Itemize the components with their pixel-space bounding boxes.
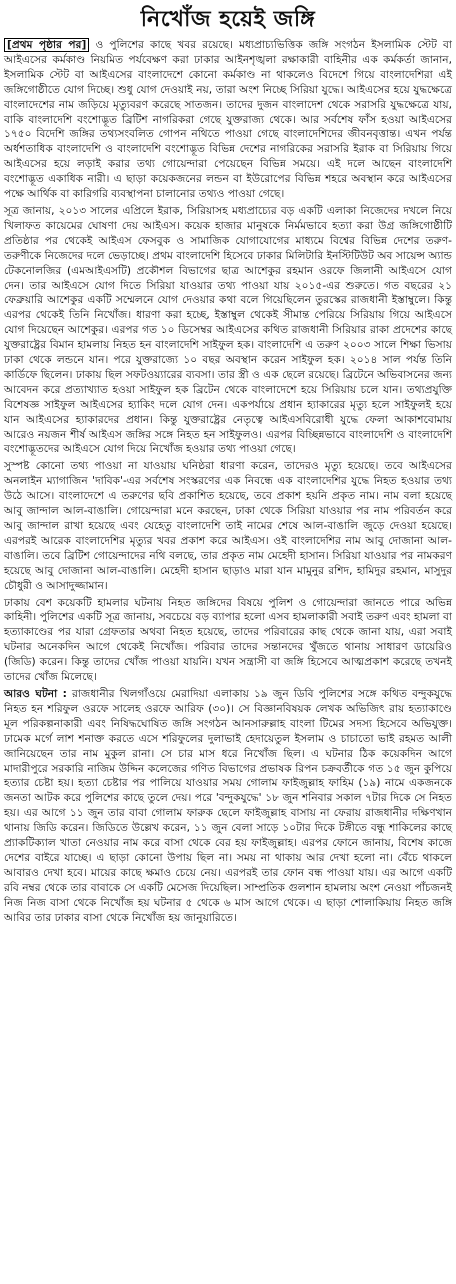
paragraph — [4, 204, 452, 457]
article-headline: নিখোঁজ হয়েই জঙ্গি — [140, 6, 316, 32]
news-article — [4, 0, 452, 925]
paragraph-text: ও পুলিশের কাছে খবর রয়েছে। মধ্যপ্রাচ্যভিত্তিক জঙ্গি সংগঠন ইসলামিক স্টেট বা আইএসের কর্মকাণ্ড নিয়মিত পর্যবেক্ষণ করা ঢাকার আইনশৃঙ্খলা রক্ষাকারী বাহিনীর এক কর্মকর্তা জানান, ইসলামিক স্টেট বা আইএসের বাংলাদেশে কোনো কর্মকাণ্ড না থাকলেও বিদেশে গিয়ে বাংলাদেশিরা এই জঙ্গিগোষ্ঠীতে যোগ দিচ্ছে। শুধু যোগ দেওয়াই নয়, তারা অংশ নিচ্ছে সিরিয়া যুদ্ধে। আইএসের হয়ে যুদ্ধক্ষেত্রে বাংলাদেশের নাম জড়িয়ে মৃত্যুবরণ করেছে সাতজন। তাদের দুজন বাংলাদেশ থেকে সরাসরি যুদ্ধক্ষেত্রে যায়, বাকি বাংলাদেশি বংশোদ্ভূত ব্রিটিশ নাগরিকরা গেছে যুক্তরাজ্য থেকে। আর সর্বশেষ ফাঁস হওয়া আইএসের ১৭৫০ বিদেশি জঙ্গির তথ্যসংবলিত গোপন নথিতে পাওয়া গেছে বাংলাদেশিদের জীবনবৃত্তান্ত। এখন পর্যন্ত অর্ধশতাধিক বাংলাদেশি ও বাংলাদেশি বংশোদ্ভূত বিভিন্ন দেশের নাগরিকের সরাসরি ইরাক বা সিরিয়ায় গিয়ে আইএসের হয়ে লড়াই করার তথ্য গোয়েন্দারা পেয়েছেন বিভিন্ন সময়ে। এই দলে আছেন বাংলাদেশি বংশোদ্ভূত একাধিক নারী। এ ছাড়া কয়েকজনের লন্ডন বা ইউরোপের বিভিন্ন শহরে অবস্থান করে আইএসের পক্ষে আর্থিক বা কারিগরি ব্যবস্থাপনা চালানোর তথ্যও পাওয়া গেছে। — [4, 39, 453, 201]
paragraph — [4, 596, 452, 685]
paragraph-text: রাজধানীর খিলগাঁওয়ে মেরাদিয়া এলাকায় ১৯ জুন ডিবি পুলিশের সঙ্গে কথিত বন্দুকযুদ্ধে নিহত হন শরিফুল ওরফে সালেহ ওরফে আরিফ (৩০)। সে বিজ্ঞানবিষয়ক লেখক অভিজিৎ রায় হত্যাকাণ্ডে মূল পরিকল্পনাকারী এবং নিষিদ্ধঘোষিত জঙ্গি সংগঠন আনসারুল্লাহ বাংলা টিমের সদস্য হিসেবে অভিযুক্ত। ঢামেক মর্গে লাশ শনাক্ত করতে এসে শরিফুলের দুলাভাই হেদায়েতুল ইসলাম ও চাচাতো ভাই রহমত আলী জানিয়েছেন তার নাম মুকুল রানা। সে চার মাস ধরে নিখোঁজ ছিল। এ ঘটনার ঠিক কয়েকদিন আগে মাদারীপুরে সরকারি নাজিম উদ্দিন কলেজের গণিত বিভাগের প্রভাষক রিপন চক্রবর্তীকে গত ১৫ জুন কুপিয়ে হত্যার চেষ্টা হয়। হত্যা চেষ্টার পর পালিয়ে যাওয়ার সময় গোলাম ফাইজুল্লাহ ফাহিম (১৯) নামে একজনকে জনতা আটক করে পুলিশের কাছে তুলে দেয়। পরে 'বন্দুকযুদ্ধে' ১৮ জুন শনিবার সকাল ৭টার দিকে সে নিহত হয়। এর আগে ১১ জুন তার বাবা গোলাম ফারুক ছেলে ফাইজুল্লাহ বাসায় না ফেরায় রাজধানীর দক্ষিণখান থানায় জিডি করেন। জিডিতে উল্লেখ করেন, ১১ জুন বেলা সাড়ে ১০টার দিকে টঙ্গীতে বন্ধু শাকিলের কাছে প্র্যাকটিক্যাল খাতা নেওয়ার নাম করে বাসা থেকে বের হয় ফাইজুল্লাহ। এরপর ফোনে জানায়, বিশেষ কাজে দেশের বাইরে যাচ্ছে। এ ছাড়া কোনো উপায় ছিল না। সময় না থাকায় আর দেখা হলো না। বেঁচে থাকলে আবারও দেখা হবে। মায়ের কাছে ক্ষমাও চেয়ে নেয়। এরপরই তার ফোন বন্ধ পাওয়া যায়। এর আগে একটি রবি নম্বর থেকে তার বাবাকে সে একটি মেসেজ দিয়েছিল। সাম্প্রতিক গুলশান হামলায় অংশ নেওয়া পাঁচজনই নিজ নিজ বাসা থেকে নিখোঁজ হয় ঘটনার ৫ থেকে ৬ মাস আগে থেকে। এ ছাড়া শোলাকিয়ায় নিহত জঙ্গি আবির তার ঢাকার বাসা থেকে নিখোঁজ হয় জানুয়ারিতে। — [4, 687, 453, 924]
paragraph-text: সুস্পষ্ট কোনো তথ্য পাওয়া না যাওয়ায় ঘনিষ্ঠরা ধারণা করেন, তাদেরও মৃত্যু হয়েছে। তবে আইএসের অনলাইন ম্যাগাজিন 'দাবিক'-এর সর্বশেষ সংস্করণের এক নিবন্ধে এক বাংলাদেশির যুদ্ধে নিহত হওয়ার তথ্য উঠে আসে। বাংলাদেশে এ তরুণের ছবি প্রকাশিত হয়েছে, তবে প্রকাশ হয়নি প্রকৃত নাম। নাম বলা হয়েছে আবু জান্দাল আল-বাঙালি। গোয়েন্দারা মনে করছেন, ঢাকা থেকে সিরিয়া যাওয়ার পর নাম পরিবর্তন করে আবু জান্দাল রাখা হয়েছে এবং যেহেতু বাংলাদেশি তাই নামের শেষে আল-বাঙালি জুড়ে দেওয়া হয়েছে। এরপরই আরেক বাংলাদেশির মৃত্যুর খবর প্রকাশ করে আইএস। ওই বাংলাদেশির নাম আবু দোজানা আল-বাঙালি। তবে ব্রিটিশ গোয়েন্দাদের নথি বলছে, তার প্রকৃত নাম মেহেদী হাসান। সিরিয়া যাওয়ার পর নামকরণ হয়েছে আবু দোজানা আল-বাঙালি। মেহেদী হাসান ছাড়াও মারা যান মামুনুর রশিদ, হামিদুর রহমান, মাসুদুর চৌধুরী ও আসাদুজ্জামান। — [4, 460, 452, 592]
paragraph — [4, 38, 452, 202]
paragraph-text: ঢাকায় বেশ কয়েকটি হামলার ঘটনায় নিহত জঙ্গিদের বিষয়ে পুলিশ ও গোয়েন্দারা জানতে পারে অভিন্ন কাহিনী। পুলিশের একটি সূত্র জানায়, সবচেয়ে বড় ব্যাপার হলো এসব হামলাকারী সবাই তরুণ এবং হামলা বা হত্যাকাণ্ডের পর যারা গ্রেফতার অথবা নিহত হয়েছে, তাদের পরিবারের কাছ থেকে জানা যায়, এরা সবাই ঘটনার অনেকদিন আগে থেকেই নিখোঁজ। পরিবার তাদের সন্তানদের খুঁজতে থানায় সাধারণ ডায়েরিও (জিডি) করেন। কিন্তু তাদের খোঁজ পাওয়া যায়নি। যখন সন্ত্রাসী বা জঙ্গি হিসেবে আত্মপ্রকাশ করেছে তখনই তাদের খোঁজ মিলেছে। — [4, 596, 452, 684]
paragraph — [4, 459, 452, 593]
continuation-tag: [প্রথম পৃষ্ঠার পর] — [4, 38, 89, 52]
paragraph — [4, 687, 452, 926]
article-body — [4, 38, 452, 925]
paragraph-text: সূত্র জানায়, ২০১৩ সালের এপ্রিলে ইরাক, সিরিয়াসহ মধ্যপ্রাচ্যের বড় একটি এলাকা নিজেদের দখলে নিয়ে খিলাফত কায়েমের ঘোষণা দেয় আইএস। কয়েক হাজার মানুষকে নির্মমভাবে হত্যা করা উগ্র জঙ্গিগোষ্ঠীটি প্রতিষ্ঠার পর থেকেই আইএস ফেসবুক ও সামাজিক যোগাযোগের মাধ্যমে বিশ্বের বিভিন্ন দেশের তরুণ-তরুণীকে নিজেদের দলে ভেড়াচ্ছে। প্রথম বাংলাদেশি হিসেবে ঢাকার মিলিটারি ইনস্টিটিউট অব সায়েন্স অ্যান্ড টেকনোলজির (এমআইএসটি) প্রকৌশল বিভাগের ছাত্র আশেকুর রহমান ওরফে জিলানী আইএসে যোগ দেন। তার আইএসে যোগ দিতে সিরিয়া যাওয়ার তথ্য পাওয়া যায় ২০১৫-এর শুরুতে। গত বছরের ২১ ফেব্রুয়ারি আশেকুর একটি সম্মেলনে যোগ দেওয়ার কথা বলে গিয়েছিলেন তুরস্কের রাজধানী ইস্তাম্বুলে। কিন্তু এরপর থেকেই তিনি নিখোঁজ। ধারণা করা হচ্ছে, ইস্তাম্বুল থেকেই সীমান্ত পেরিয়ে সিরিয়ায় গিয়ে আইএসে যোগ দিয়েছেন আশেকুর। এরপর গত ১০ ডিসেম্বর আইএসের কথিত রাজধানী সিরিয়ার রাকা প্রদেশের কাছে যুক্তরাষ্ট্রের বিমান হামলায় নিহত হন বাংলাদেশি সাইফুল হক। বাংলাদেশি এ তরুণ ২০০৩ সালে শিক্ষা ভিসায় ঢাকা থেকে লন্ডনে যান। পরে যুক্তরাজ্যে ১০ বছর অবস্থান করেন সাইফুল হক। ২০১৪ সাল পর্যন্ত তিনি কার্ডিফে ছিলেন। ঢাকায় ছিল সফটওয়্যারের ব্যবসা। তার স্ত্রী ও এক ছেলে রয়েছে। ব্রিটেনে অভিবাসনের জন্য আবেদন করে প্রত্যাখ্যাত হওয়া সাইফুল হক ব্রিটেন থেকে বাংলাদেশে হয়ে সিরিয়ায় চলে যান। তথ্যপ্রযুক্তি বিশেষজ্ঞ সাইফুল আইএসের হ্যাকিং দলে যোগ দেন। একপর্যায়ে প্রধান হ্যাকারের মৃত্যু হলে সাইফুলই হয়ে যান আইএসের হ্যাকারদের প্রধান। কিন্তু যুক্তরাষ্ট্রের নেতৃত্বে আইএসবিরোধী যুদ্ধে ফেলা আকাশবোমায় আরেও নয়জন শীর্ষ আইএস জঙ্গির সঙ্গে নিহত হন সাইফুলও। এরপর বিচ্ছিন্নভাবে বাংলাদেশি ও বাংলাদেশি বংশোদ্ভূতদের আইএসে যোগ দিয়ে নিখোঁজ হওয়ার তথ্য পাওয়া গেছে। — [4, 204, 452, 456]
section-subhead: আরও ঘটনা : — [4, 687, 67, 700]
